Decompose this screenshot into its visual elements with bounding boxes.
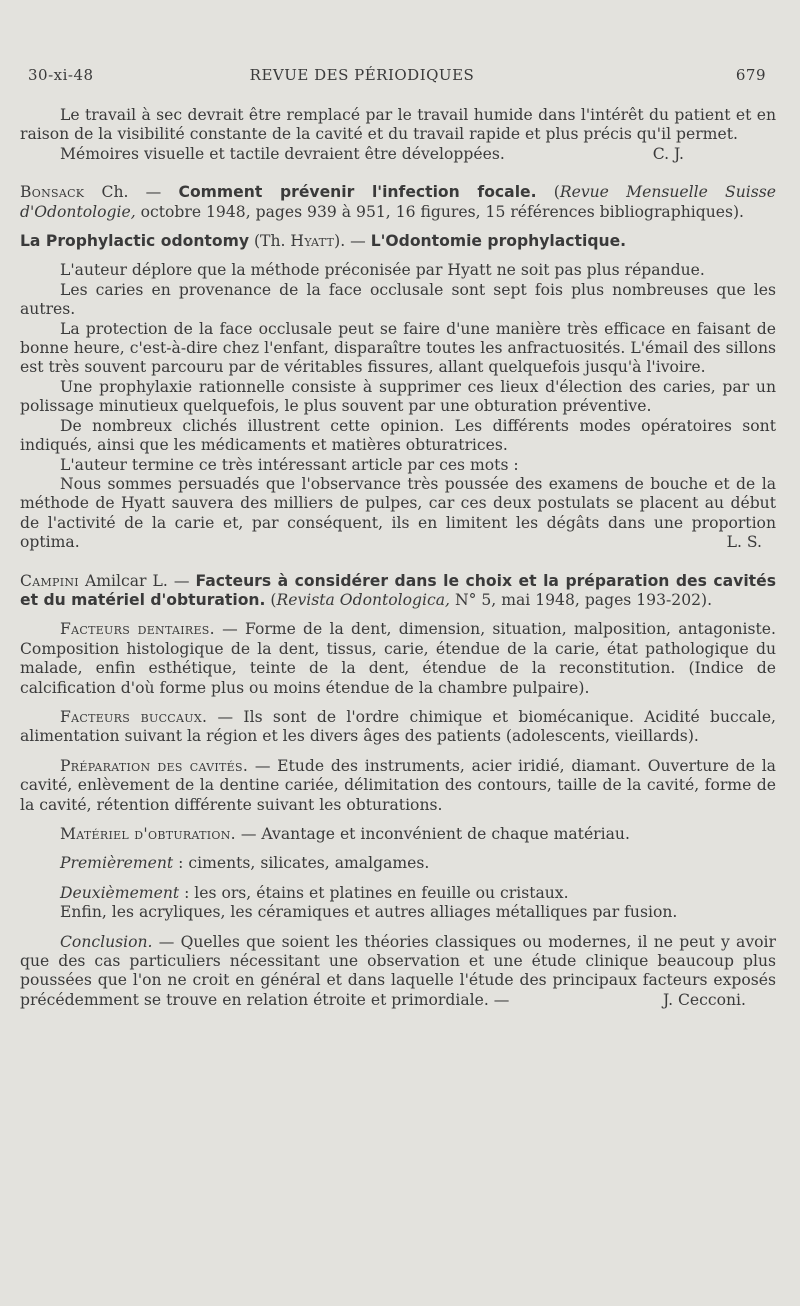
header-title: REVUE DES PÉRIODIQUES [249,66,475,84]
citation-hyatt [20,232,776,251]
paragraph: Une prophylaxie rationnelle consiste à supprimer ces lieux d'élection des caries, par un polissage minutieux quelquefois, le plus souvent par une obturation préventive. [20,377,776,416]
list-label: Deuxièmement [60,883,180,902]
paragraph [20,475,776,553]
section-paragraph [20,825,776,844]
running-header [28,66,766,88]
signature: C. J. [652,144,684,163]
section-text: — Ils sont de l'ordre chimique et biomécanique. Acidité buccale, alimentation suivant la région et les divers âges des patients (adolescents, vieillards). [20,707,776,746]
paragraph [20,145,776,164]
paragraph: De nombreux clichés illustrent cette opinion. Les différents modes opératoires sont indiqués, ainsi que les médicaments et matières obturatrices. [20,416,776,455]
section-label: Matériel d'obturation. [60,825,236,843]
citation-punct: ( [536,183,560,202]
list-text: : les ors, étains et platines en feuille ou cristaux. [179,883,569,902]
page-number: 679 [735,66,766,84]
list-label: Premièrement [60,854,174,873]
citation-ref: octobre 1948, pages 939 à 951, 16 figures, 15 références bibliographiques). [135,202,745,221]
citation-ref: N° 5, mai 1948, pages 193-202). [450,590,713,609]
paragraph: L'auteur termine ce très intéressant article par ces mots : [60,455,519,474]
citation-journal: Revista Odontologica, [276,590,450,609]
section-text: — Etude des instruments, acier iridié, diamant. Ouverture de la cavité, enlèvement de la dentine cariée, délimitation des contours, taille de la cavité, forme de la cavité, rétention différente suivant les obturations. [20,756,776,814]
citation-author: Campini [20,571,79,590]
paragraph [20,884,776,903]
citation-punct: ). — [334,232,371,251]
paragraph: Enfin, les acryliques, les céramiques et autres alliages métalliques par fusion. [60,903,678,922]
section-paragraph [20,708,776,747]
citation-title-fr: L'Odontomie prophylactique. [370,232,627,251]
paragraph [20,933,776,1011]
conclusion-text: — Quelles que soient les théories classiques ou modernes, il ne peut y avoir que des cas particuliers nécessitant une observation et une étude clinique beaucoup plus poussées que l'on ne croit en général et dans laquelle l'étude des principaux facteurs exposés précédemment se trouve en relation étroite et primordiale. — [20,932,776,1009]
paragraph [20,854,776,873]
section-label: Facteurs buccaux. [60,707,208,726]
signature: J. Cecconi. [663,990,746,1009]
header-date: 30-xi-48 [28,66,94,84]
conclusion-label: Conclusion. [60,932,153,951]
paragraph: La protection de la face occlusale peut se faire d'une manière très efficace en faisant de bonne heure, c'est-à-dire chez l'enfant, disparaître toutes les anfractuosités. L'émail des sillons est très souvent parcouru par de véritables fissures, allant quelquefois jusqu'à l'ivoire. [20,319,776,377]
signature: L. S. [726,533,762,552]
citation-punct: ( [265,590,277,609]
citation-punct: (Th. [249,232,291,251]
citation-author: Bonsack [20,183,85,202]
citation-title: Comment prévenir l'infection focale. [178,183,537,202]
citation-title: Facteurs à considérer dans le choix et la préparation des cavités et du matériel d'obturation. [20,571,776,609]
section-label: Facteurs dentaires. [60,620,215,639]
citation-author: Hyatt [290,232,335,251]
section-paragraph [20,757,776,815]
section-paragraph [20,620,776,698]
article-body [20,106,776,1010]
citation-author-first: Ch. — [84,183,179,202]
paragraph: Les caries en provenance de la face occlusale sont sept fois plus nombreuses que les autres. [20,280,776,319]
section-text: — Avantage et inconvénient de chaque matériau. [235,825,630,843]
citation-title-en: La Prophylactic odontomy [20,232,250,251]
citation-author-first: Amilcar L. — [78,571,196,590]
paragraph: Le travail à sec devrait être remplacé par le travail humide dans l'intérêt du patient et en raison de la visibilité constante de la cavité et du travail rapide et plus précis qu'il permet. [20,106,776,144]
citation-journal: Revue Mensuelle Suisse d'Odontologie, [20,183,776,221]
section-label: Préparation des cavités. [60,756,249,775]
section-text: — Forme de la dent, dimension, situation, malposition, antagoniste. Composition histologique de la dent, tissus, carie, étendue de la carie, état pathologique du malade, enfin esthétique, teinte de la dent, étendue de la reconstitution. (Indice de calcification d'où forme plus ou moins étendue de la chambre pulpaire). [20,620,776,697]
citation-campini [20,572,776,611]
paragraph-text: Mémoires visuelle et tactile devraient être développées. [60,144,505,163]
citation-bonsack [20,183,776,222]
list-text: : ciments, silicates, amalgames. [173,854,430,873]
paragraph-text: Nous sommes persuadés que l'observance très poussée des examens de bouche et de la méthode de Hyatt sauvera des milliers de pulpes, car ces deux postulats se placent au début de l'activité de la carie et, par conséquent, ils en limitent les dégâts dans une proportion optima. [20,474,776,552]
paragraph: L'auteur déplore que la méthode préconisée par Hyatt ne soit pas plus répandue. [60,261,705,280]
